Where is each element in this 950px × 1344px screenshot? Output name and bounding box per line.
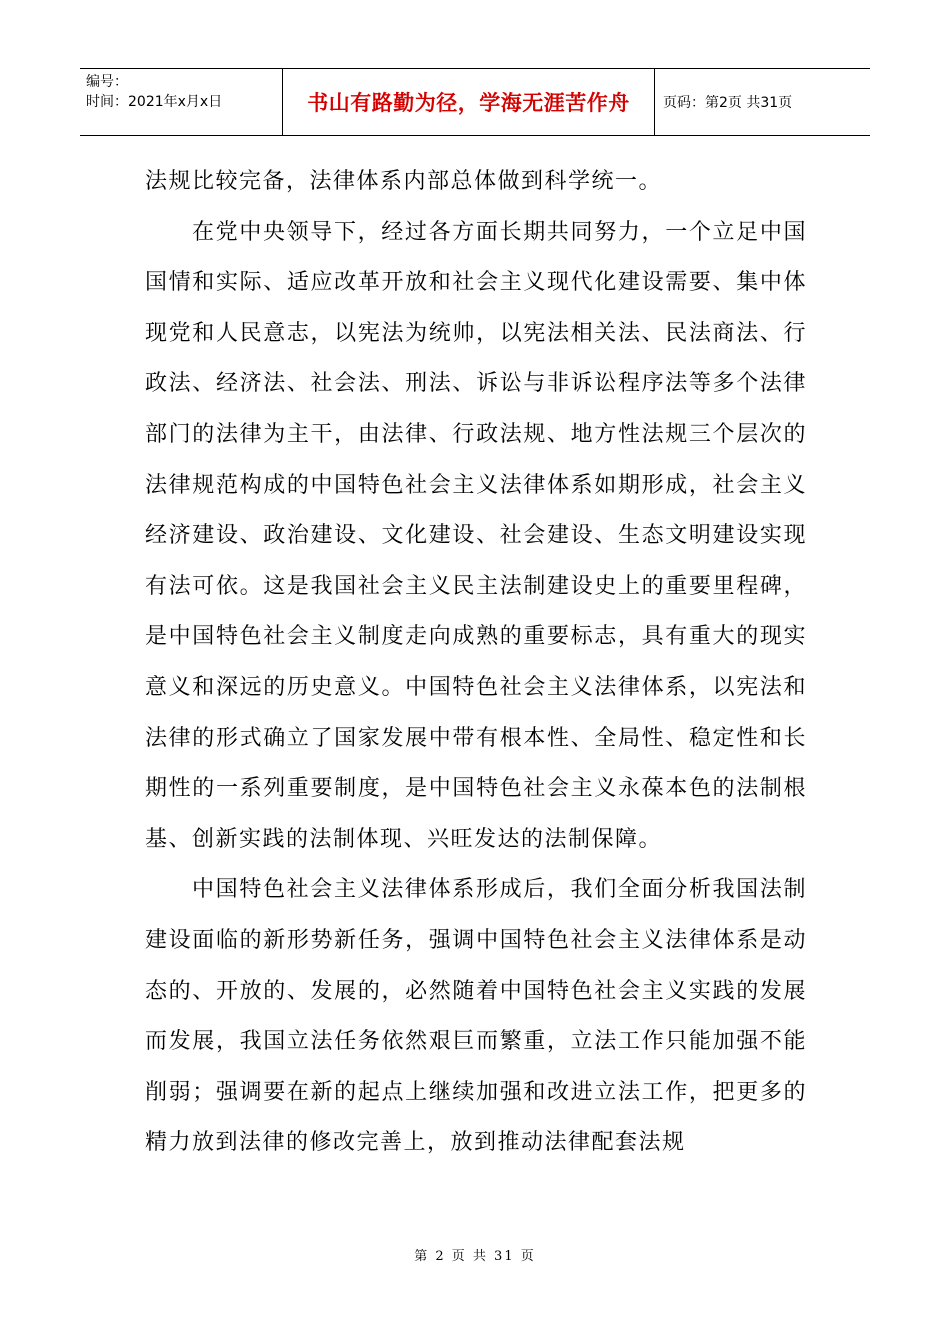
paragraph: 中国特色社会主义法律体系形成后，我们全面分析我国法制建设面临的新形势新任务，强调中国特色社会主义法律体系是动态的、开放的、发展的，必然随着中国特色社会主义实践的发展而发展，我国立法任务依然艰巨而繁重，立法工作只能加强不能削弱；强调要在新的起点上继续加强和改进立法工作，把更多的精力放到法律的修改完善上，放到推动法律配套法规 xyxy=(145,877,807,1156)
header-page-label: 页码：第2页 共31页 xyxy=(663,95,793,111)
header-meta xyxy=(80,69,283,135)
paragraph: 在党中央领导下，经过各方面长期共同努力，一个立足中国国情和实际、适应改革开放和社会主义现代化建设需要、集中体现党和人民意志，以宪法为统帅，以宪法相关法、民法商法、行政法、经济法、社会法、刑法、诉讼与非诉讼程序法等多个法律部门的法律为主干，由法律、行政法规、地方性法规三个层次的法律规范构成的中国特色社会主义法律体系如期形成，社会主义经济建设、政治建设、文化建设、社会建设、生态文明建设实现有法可依。这是我国社会主义民主法制建设史上的重要里程碑，是中国特色社会主义制度走向成熟的重要标志，具有重大的现实意义和深远的历史意义。中国特色社会主义法律体系，以宪法和法律的形式确立了国家发展中带有根本性、全局性、稳定性和长期性的一系列重要制度，是中国特色社会主义永葆本色的法制根基、创新实践的法制体现、兴旺发达的法制保障。 xyxy=(145,219,807,852)
paragraph-continued: 法规比较完备，法律体系内部总体做到科学统一。 xyxy=(145,169,663,194)
document-time-label: 时间：2021年x月x日 xyxy=(86,94,223,110)
document-number-label: 编号： xyxy=(86,74,128,90)
page-footer: 第 2 页 共 31 页 xyxy=(414,1249,536,1264)
document-body xyxy=(145,157,807,1169)
page-header xyxy=(80,68,870,136)
header-motto: 书山有路勤为径，学海无涯苦作舟 xyxy=(283,69,655,135)
